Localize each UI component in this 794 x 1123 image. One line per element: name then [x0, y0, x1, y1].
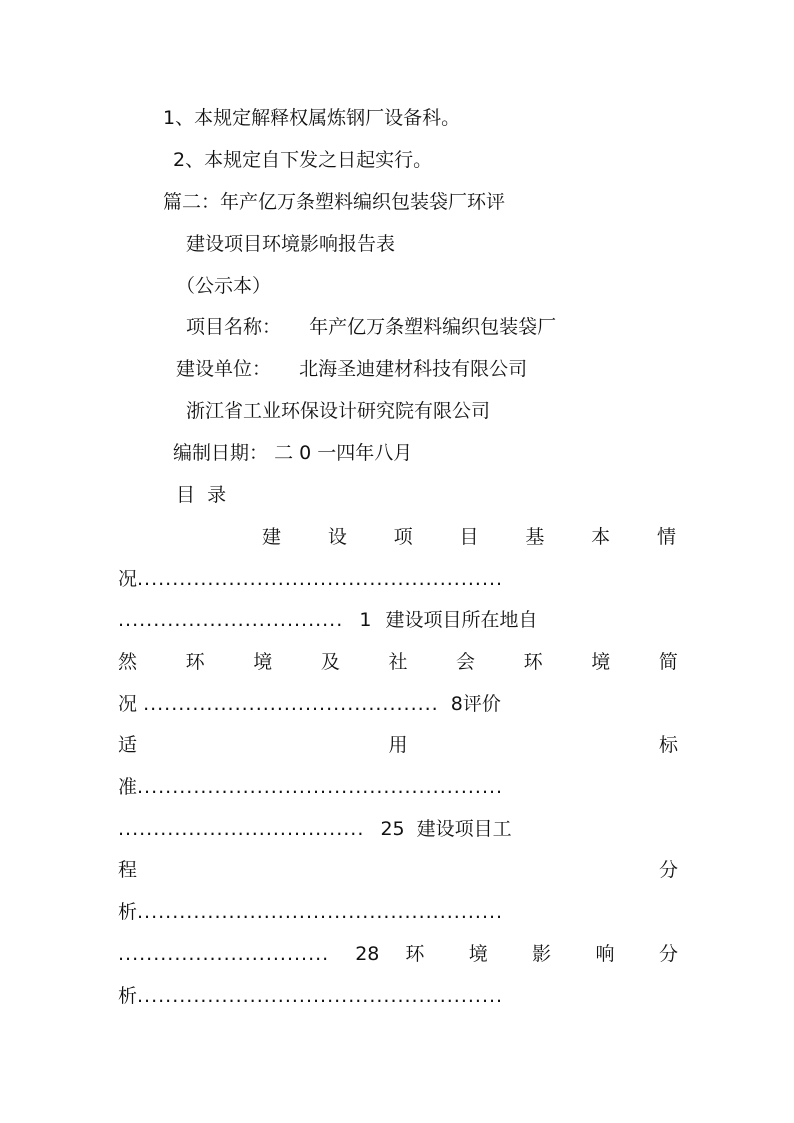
toc-char: 本	[591, 526, 611, 548]
toc-char: 况	[118, 568, 138, 590]
toc-leader-dots: ....................................................	[137, 568, 504, 590]
toc-char: 环	[523, 651, 543, 673]
toc-leader-dots: ..............................	[118, 943, 330, 965]
toc-char: 简	[658, 651, 678, 673]
toc-entry-4-head: 建设项目工	[416, 818, 512, 840]
toc-char: 境	[591, 651, 611, 673]
toc-char: 分	[658, 943, 678, 965]
toc-entry-1-spread	[262, 524, 676, 550]
toc-entry-4-tail	[118, 899, 503, 925]
toc-char: 项	[393, 526, 413, 548]
toc-entry-5-tail	[118, 983, 503, 1009]
toc-leader-dots: ...................................	[118, 818, 365, 840]
toc-entry-2-page-row	[118, 691, 501, 717]
toc-entry-5-spread	[405, 941, 678, 967]
intro-item-1: 1、本规定解释权属炼钢厂设备科。	[163, 107, 461, 129]
toc-leader-dots: ....................................................	[137, 901, 504, 923]
toc-entry-3-head: 评价	[462, 693, 501, 715]
toc-entry-1-page-row	[118, 607, 537, 633]
doc-title: 建设项目环境影响报告表	[186, 233, 396, 255]
date-row	[173, 440, 412, 466]
toc-char: 况	[118, 693, 138, 715]
toc-char: 程	[118, 859, 138, 881]
toc-leader-dots: ................................	[118, 609, 344, 631]
toc-char: 用	[388, 734, 408, 756]
project-name: 年产亿万条塑料编织包装袋厂	[309, 316, 557, 338]
toc-char: 境	[468, 943, 488, 965]
toc-char: 然	[118, 651, 138, 673]
toc-char: 会	[456, 651, 476, 673]
unit-name: 北海圣迪建材科技有限公司	[299, 358, 528, 380]
toc-leader-dots: ....................................................	[137, 776, 504, 798]
toc-leader-dots: ..........................................	[143, 693, 439, 715]
toc-entry-3-page-row	[118, 816, 512, 842]
toc-page-number: 8	[450, 693, 463, 715]
toc-char: 基	[525, 526, 545, 548]
project-row	[186, 314, 556, 340]
toc-page-number: 1	[359, 609, 372, 631]
toc-char: 目	[459, 526, 479, 548]
toc-entry-4-spread	[118, 857, 678, 883]
project-label: 项目名称：	[186, 316, 282, 338]
institute-name: 浙江省工业环保设计研究院有限公司	[186, 400, 491, 422]
toc-char: 析	[118, 985, 138, 1007]
toc-char: 影	[532, 943, 552, 965]
toc-char: 社	[388, 651, 408, 673]
toc-char: 析	[118, 901, 138, 923]
toc-char: 响	[595, 943, 615, 965]
date-label: 编制日期：	[173, 442, 269, 464]
toc-char: 及	[320, 651, 340, 673]
toc-page-number: 28	[355, 943, 380, 965]
toc-char: 适	[118, 734, 138, 756]
section-heading: 篇二：年产亿万条塑料编织包装袋厂环评	[163, 191, 506, 213]
toc-entry-3-spread	[118, 732, 678, 758]
toc-char: 准	[118, 776, 138, 798]
toc-char: 境	[253, 651, 273, 673]
intro-item-2: 2、本规定自下发之日起实行。	[173, 149, 433, 171]
toc-char: 标	[658, 734, 678, 756]
toc-entry-1-tail	[118, 566, 503, 592]
toc-char: 分	[658, 859, 678, 881]
edition-note: （公示本）	[176, 275, 272, 297]
unit-label: 建设单位：	[176, 358, 272, 380]
toc-page-number: 25	[380, 818, 405, 840]
toc-entry-2-head: 建设项目所在地自	[385, 609, 538, 631]
unit-row	[176, 356, 527, 382]
toc-char: 环	[405, 943, 425, 965]
toc-char: 设	[327, 526, 347, 548]
toc-entry-4-page-row	[118, 941, 678, 967]
toc-entry-3-tail	[118, 774, 503, 800]
toc-leader-dots: ....................................................	[137, 985, 504, 1007]
toc-char: 建	[262, 526, 282, 548]
toc-char: 环	[185, 651, 205, 673]
toc-title: 目 录	[176, 484, 227, 506]
date-value: 二 0 一四年八月	[274, 442, 413, 464]
toc-entry-2-spread	[118, 649, 678, 675]
toc-char: 情	[656, 526, 676, 548]
